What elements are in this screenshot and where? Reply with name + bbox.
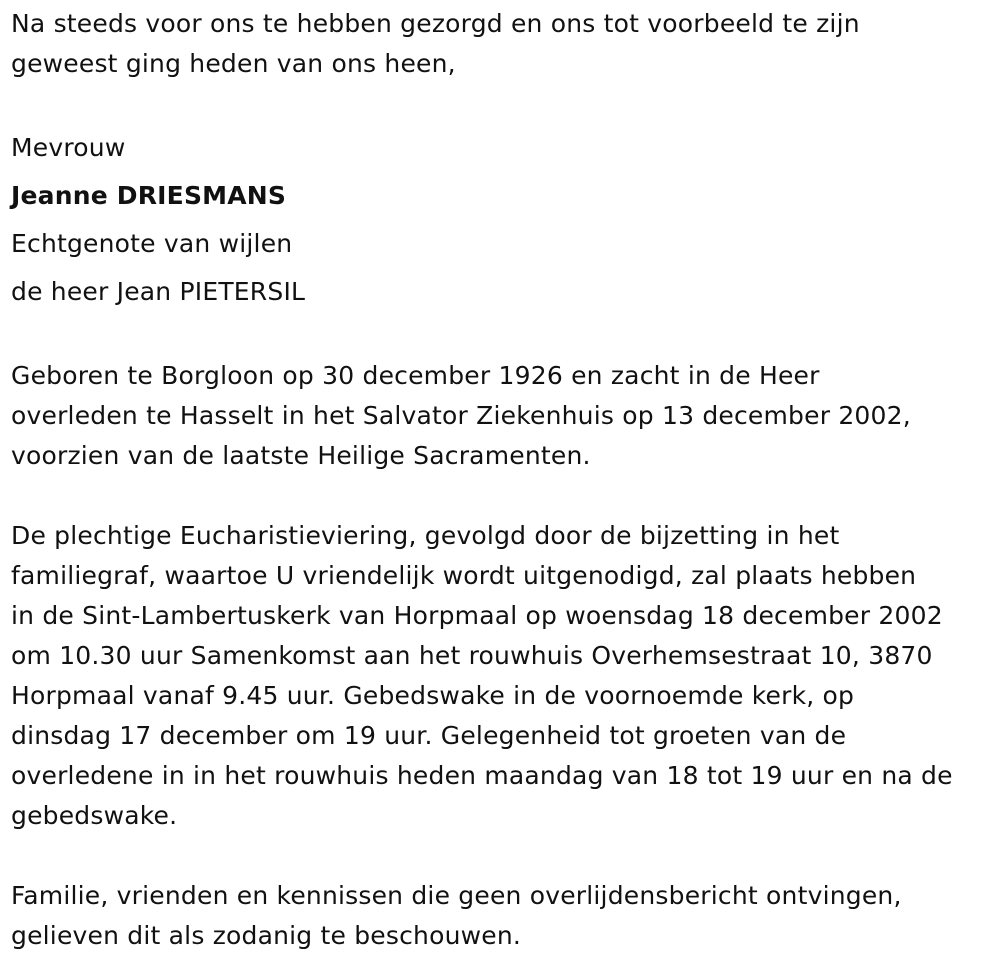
ceremony-line: om 10.30 uur Samenkomst aan het rouwhuis Overhemsestraat 10, 3870 (11, 641, 933, 670)
spouse-name: de heer Jean PIETERSIL (11, 277, 306, 306)
intro-line: Na steeds voor ons te hebben gezorgd en ons tot voorbeeld te zijn (11, 9, 860, 38)
intro-line: geweest ging heden van ons heen, (11, 49, 456, 78)
paragraph-gap (11, 316, 996, 356)
ceremony-line: familiegraf, waartoe U vriendelijk wordt uitgenodigd, zal plaats hebben (11, 561, 917, 590)
ceremony-line: gebedswake. (11, 801, 178, 830)
paragraph-gap (11, 84, 996, 124)
death-notice (11, 4, 996, 956)
ceremony-line: Horpmaal vanaf 9.45 uur. Gebedswake in de voornoemde kerk, op (11, 681, 855, 710)
closing-paragraph (11, 876, 996, 956)
intro-paragraph (11, 4, 996, 84)
birth-death-line: Geboren te Borgloon op 30 december 1926 en zacht in de Heer (11, 361, 820, 390)
closing-line: gelieven dit als zodanig te beschouwen. (11, 921, 522, 950)
paragraph-gap (11, 836, 996, 876)
ceremony-line: in de Sint-Lambertuskerk van Horpmaal op woensdag 18 december 2002 (11, 601, 943, 630)
paragraph-gap (11, 476, 996, 516)
closing-line: Familie, vrienden en kennissen die geen overlijdensbericht ontvingen, (11, 881, 902, 910)
ceremony-line: dinsdag 17 december om 19 uur. Gelegenheid tot groeten van de (11, 721, 847, 750)
birth-death-line: overleden te Hasselt in het Salvator Ziekenhuis op 13 december 2002, (11, 401, 911, 430)
deceased-name: Jeanne DRIESMANS (11, 181, 287, 210)
spouse-relation: Echtgenote van wijlen (11, 229, 293, 258)
deceased-title: Mevrouw (11, 133, 126, 162)
ceremony-paragraph (11, 516, 996, 836)
ceremony-line: De plechtige Eucharistieviering, gevolgd door de bijzetting in het (11, 521, 840, 550)
ceremony-line: overledene in in het rouwhuis heden maandag van 18 tot 19 uur en na de (11, 761, 953, 790)
deceased-block (11, 124, 996, 316)
birth-death-line: voorzien van de laatste Heilige Sacramenten. (11, 441, 591, 470)
birth-death-paragraph (11, 356, 996, 476)
